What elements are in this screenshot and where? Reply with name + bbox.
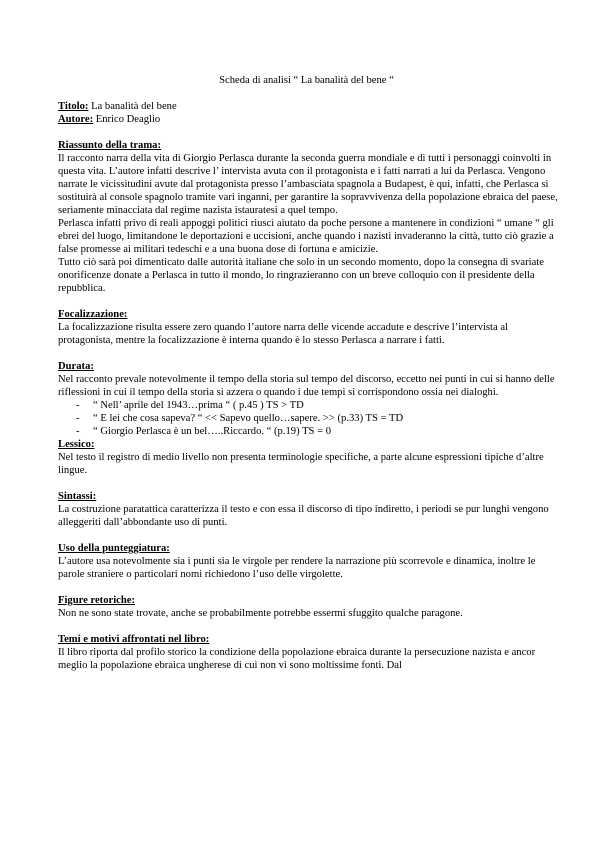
section-heading-punteggiatura: Uso della punteggiatura: bbox=[58, 543, 170, 554]
section-heading-durata: Durata: bbox=[58, 361, 94, 372]
author-field bbox=[58, 113, 559, 126]
section-focalizzazione bbox=[58, 308, 559, 347]
paragraph: Il libro riporta dal profilo storico la condizione della popolazione ebraica durante la persecuzione nazista e ancor meglio la popolazione ebraica ungherese di cui non vi sono moltissime fonti. Dal bbox=[58, 647, 536, 671]
title-value: La banalità del bene bbox=[88, 101, 177, 112]
paragraph: Nel racconto prevale notevolmente il tempo della storia sul tempo del discorso, eccetto nei punti in cui si hanno delle riflessioni in cui il tempo della storia si azzera o quando i due tempi si corrispondono ossia nei dialoghi. bbox=[58, 374, 555, 398]
section-riassunto bbox=[58, 139, 559, 295]
paragraph: Non ne sono state trovate, anche se probabilmente potrebbe essermi sfuggito qualche paragone. bbox=[58, 608, 463, 619]
section-lessico bbox=[58, 438, 559, 477]
section-punteggiatura bbox=[58, 542, 559, 581]
paragraph: Nel testo il registro di medio livello non presenta terminologie specifiche, a parte alcune espressioni tipiche d’altre lingue. bbox=[58, 452, 544, 476]
section-heading-riassunto: Riassunto della trama: bbox=[58, 140, 161, 151]
list-item: - “ E lei che cosa sapeva? “ << Sapevo quello…sapere. >> (p.33) TS = TD bbox=[76, 412, 559, 425]
title-field bbox=[58, 100, 559, 113]
list-item: - “ Nell’ aprile del 1943…prima “ ( p.45 ) TS > TD bbox=[76, 399, 559, 412]
section-heading-sintassi: Sintassi: bbox=[58, 491, 97, 502]
section-heading-lessico: Lessico: bbox=[58, 439, 95, 450]
paragraph: La focalizzazione risulta essere zero quando l’autore narra delle vicende accadute e descrive l’intervista al protagonista, mentre la focalizzazione è interna quando è lo stesso Perlasca a narrare i fatti. bbox=[58, 322, 508, 346]
author-label: Autore: bbox=[58, 114, 94, 125]
section-temi bbox=[58, 633, 559, 672]
section-sintassi bbox=[58, 490, 559, 529]
paragraph: Tutto ciò sarà poi dimenticato dalle autorità italiane che solo in un secondo momento, dopo la consegna di svariate onorificenze donate a Perlasca in tutto il mondo, lo ringrazieranno con un breve colloquio con il presidente della repubblica. bbox=[58, 257, 544, 294]
document-title: Scheda di analisi “ La banalità del bene “ bbox=[219, 75, 394, 86]
author-value: Enrico Deaglio bbox=[93, 114, 161, 125]
section-heading-focalizzazione: Focalizzazione: bbox=[58, 309, 128, 320]
title-label: Titolo: bbox=[58, 101, 89, 112]
section-heading-temi: Temi e motivi affrontati nel libro: bbox=[58, 634, 210, 645]
paragraph: La costruzione paratattica caratterizza il testo e con essa il discorso di tipo indiretto, i periodi se pur lunghi vengono alleggeriti dall’abbondante uso di punti. bbox=[58, 504, 549, 528]
section-heading-figure-retoriche: Figure retoriche: bbox=[58, 595, 135, 606]
section-figure-retoriche bbox=[58, 594, 559, 620]
section-durata bbox=[58, 360, 559, 438]
paragraph: Il racconto narra della vita di Giorgio Perlasca durante la seconda guerra mondiale e di tutti i personaggi coinvolti in questa vita. L’autore infatti descrive l’ intervista avuta con il protagonista e i fatti narrati a lui da Perlasca. Vengono narrate le vicissitudini avute dal protagonista presso l’ambasciata spagnola a Budapest, è qui, infatti, che Perlasca si sostituirà al console spagnolo tramite vari inganni, per garantire la sopravvivenza della popolazione ebraica del paese, seriamente minacciata dal regime nazista istauratesi a quel tempo. bbox=[58, 153, 558, 216]
list-item: - “ Giorgio Perlasca è un bel…..Riccardo. “ (p.19) TS = 0 bbox=[76, 425, 559, 438]
paragraph: L’autore usa notevolmente sia i punti sia le virgole per rendere la narrazione più scorrevole e dinamica, inoltre le parole straniere o particolari nomi richiedono l’uso delle virgolette. bbox=[58, 556, 536, 580]
durata-example-list bbox=[58, 399, 559, 438]
paragraph: Perlasca infatti privo di reali appoggi politici riuscì aiutato da poche persone a mantenere in condizioni “ umane “ gli ebrei del luogo, limitandone le deportazioni e uccisioni, anche quando i nazisti invaderanno la città, tutto ciò grazie a false promesse ai militari tedeschi e a una buona dose di fortuna e amicizie. bbox=[58, 218, 554, 255]
